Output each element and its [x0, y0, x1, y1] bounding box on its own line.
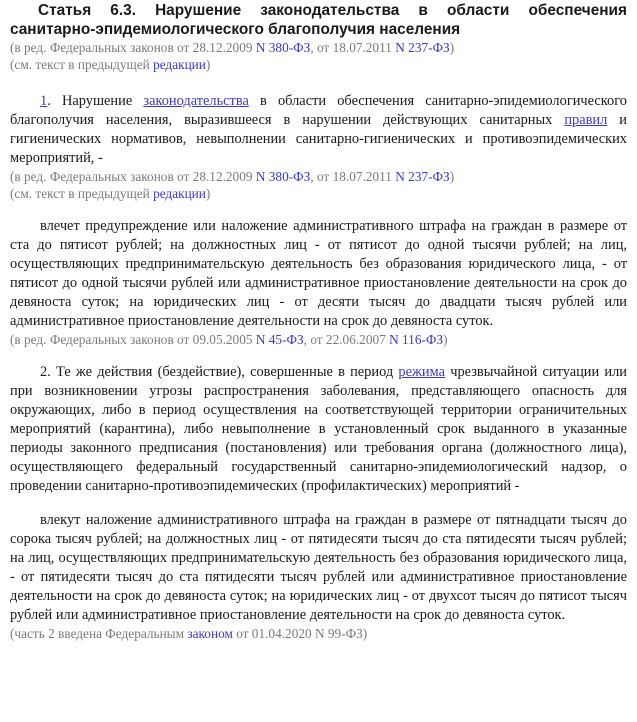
federal-law-link[interactable]: законом — [187, 626, 233, 641]
amendment-note: (в ред. Федеральных законов от 28.12.2009 N 380-ФЗ, от 18.07.2011 N 237-ФЗ) — [10, 40, 455, 55]
law-link-237[interactable]: N 237-ФЗ — [395, 169, 450, 184]
law-link-380[interactable]: N 380-ФЗ — [255, 169, 311, 184]
law-link-237[interactable]: N 237-ФЗ — [395, 40, 450, 55]
article-title: Статья 6.3. Нарушение законодательства в области обеспечения санитарно-эпидемиологического благополучия населения — [10, 2, 627, 38]
part-1-number-link[interactable]: 1 — [40, 93, 48, 109]
part-2-introduction-note: (часть 2 введена Федеральным законом от 01.04.2020 N 99-ФЗ) — [10, 626, 368, 641]
previous-version-link[interactable]: редакции — [153, 57, 206, 72]
part-2-sanction: влекут наложение административного штрафа на граждан в размере от пятнадцати тысяч до сорока тысяч рублей; на должностных лиц - от пятидесяти тысяч до ста пятидесяти тысяч рублей; на лиц, осуществляющих предпринимательскую деятельность без образования юридического лица, - от пятидесяти тысяч до ста пятидесяти тысяч рублей или административное приостановление деятельности на срок до девяноста суток; на юридических лиц - от двухсот тысяч до пятисот тысяч рублей или административное приостановление деятельности на срок до девяноста суток. — [10, 512, 627, 623]
law-link-380[interactable]: N 380-ФЗ — [255, 40, 311, 55]
rules-link[interactable]: правил — [564, 112, 608, 128]
part-1-sanction: влечет предупреждение или наложение административного штрафа на граждан в размере от ста до пятисот рублей; на должностных лиц - от пятисот до одной тысячи рублей; на лиц, осуществляющих предпринимательскую деятельность без образования юридического лица, - от пятисот до одной тысячи рублей или административное приостановление деятельности на срок до девяноста суток; на юридических лиц - от десяти тысяч до двадцати тысяч рублей или административное приостановление деятельности на срок до девяноста суток. — [10, 218, 627, 329]
part-1-amendment-note: (в ред. Федеральных законов от 28.12.2009 N 380-ФЗ, от 18.07.2011 N 237-ФЗ) — [10, 169, 455, 184]
emergency-regime-link[interactable]: режима — [398, 364, 446, 380]
part-2-paragraph: 2. Те же действия (бездействие), совершенные в период режима чрезвычайной ситуации или при возникновении угрозы распространения заболевания, представляющего опасность для окружающих, либо в период осуществления на соответствующей территории ограничительных мероприятий (карантина), либо невыполнение в установленный срок выданного в указанные периоды законного предписания (постановления) или требования органа (должностного лица), осуществляющего федеральный государственный санитарно-эпидемиологический надзор, о проведении санитарно-противоэпидемических (профилактических) мероприятий - — [10, 364, 627, 494]
previous-version-link[interactable]: редакции — [153, 186, 206, 201]
law-link-116[interactable]: N 116-ФЗ — [389, 332, 444, 347]
part-1-sanction-amendment-note: (в ред. Федеральных законов от 09.05.2005 N 45-ФЗ, от 22.06.2007 N 116-ФЗ) — [10, 332, 448, 347]
previous-version-note: (см. текст в предыдущей редакции) — [10, 57, 211, 72]
law-link-45[interactable]: N 45-ФЗ — [255, 332, 304, 347]
part-1-paragraph: 1. Нарушение законодательства в области обеспечения санитарно-эпидемиологического благополучия населения, выразившееся в нарушении действующих санитарных правил и гигиенических нормативов, невыполнении санитарно-гигиенических и противоэпидемических мероприятий, - — [10, 93, 627, 166]
legislation-link[interactable]: законодательства — [143, 93, 249, 109]
part-1-previous-version-note: (см. текст в предыдущей редакции) — [10, 186, 211, 201]
